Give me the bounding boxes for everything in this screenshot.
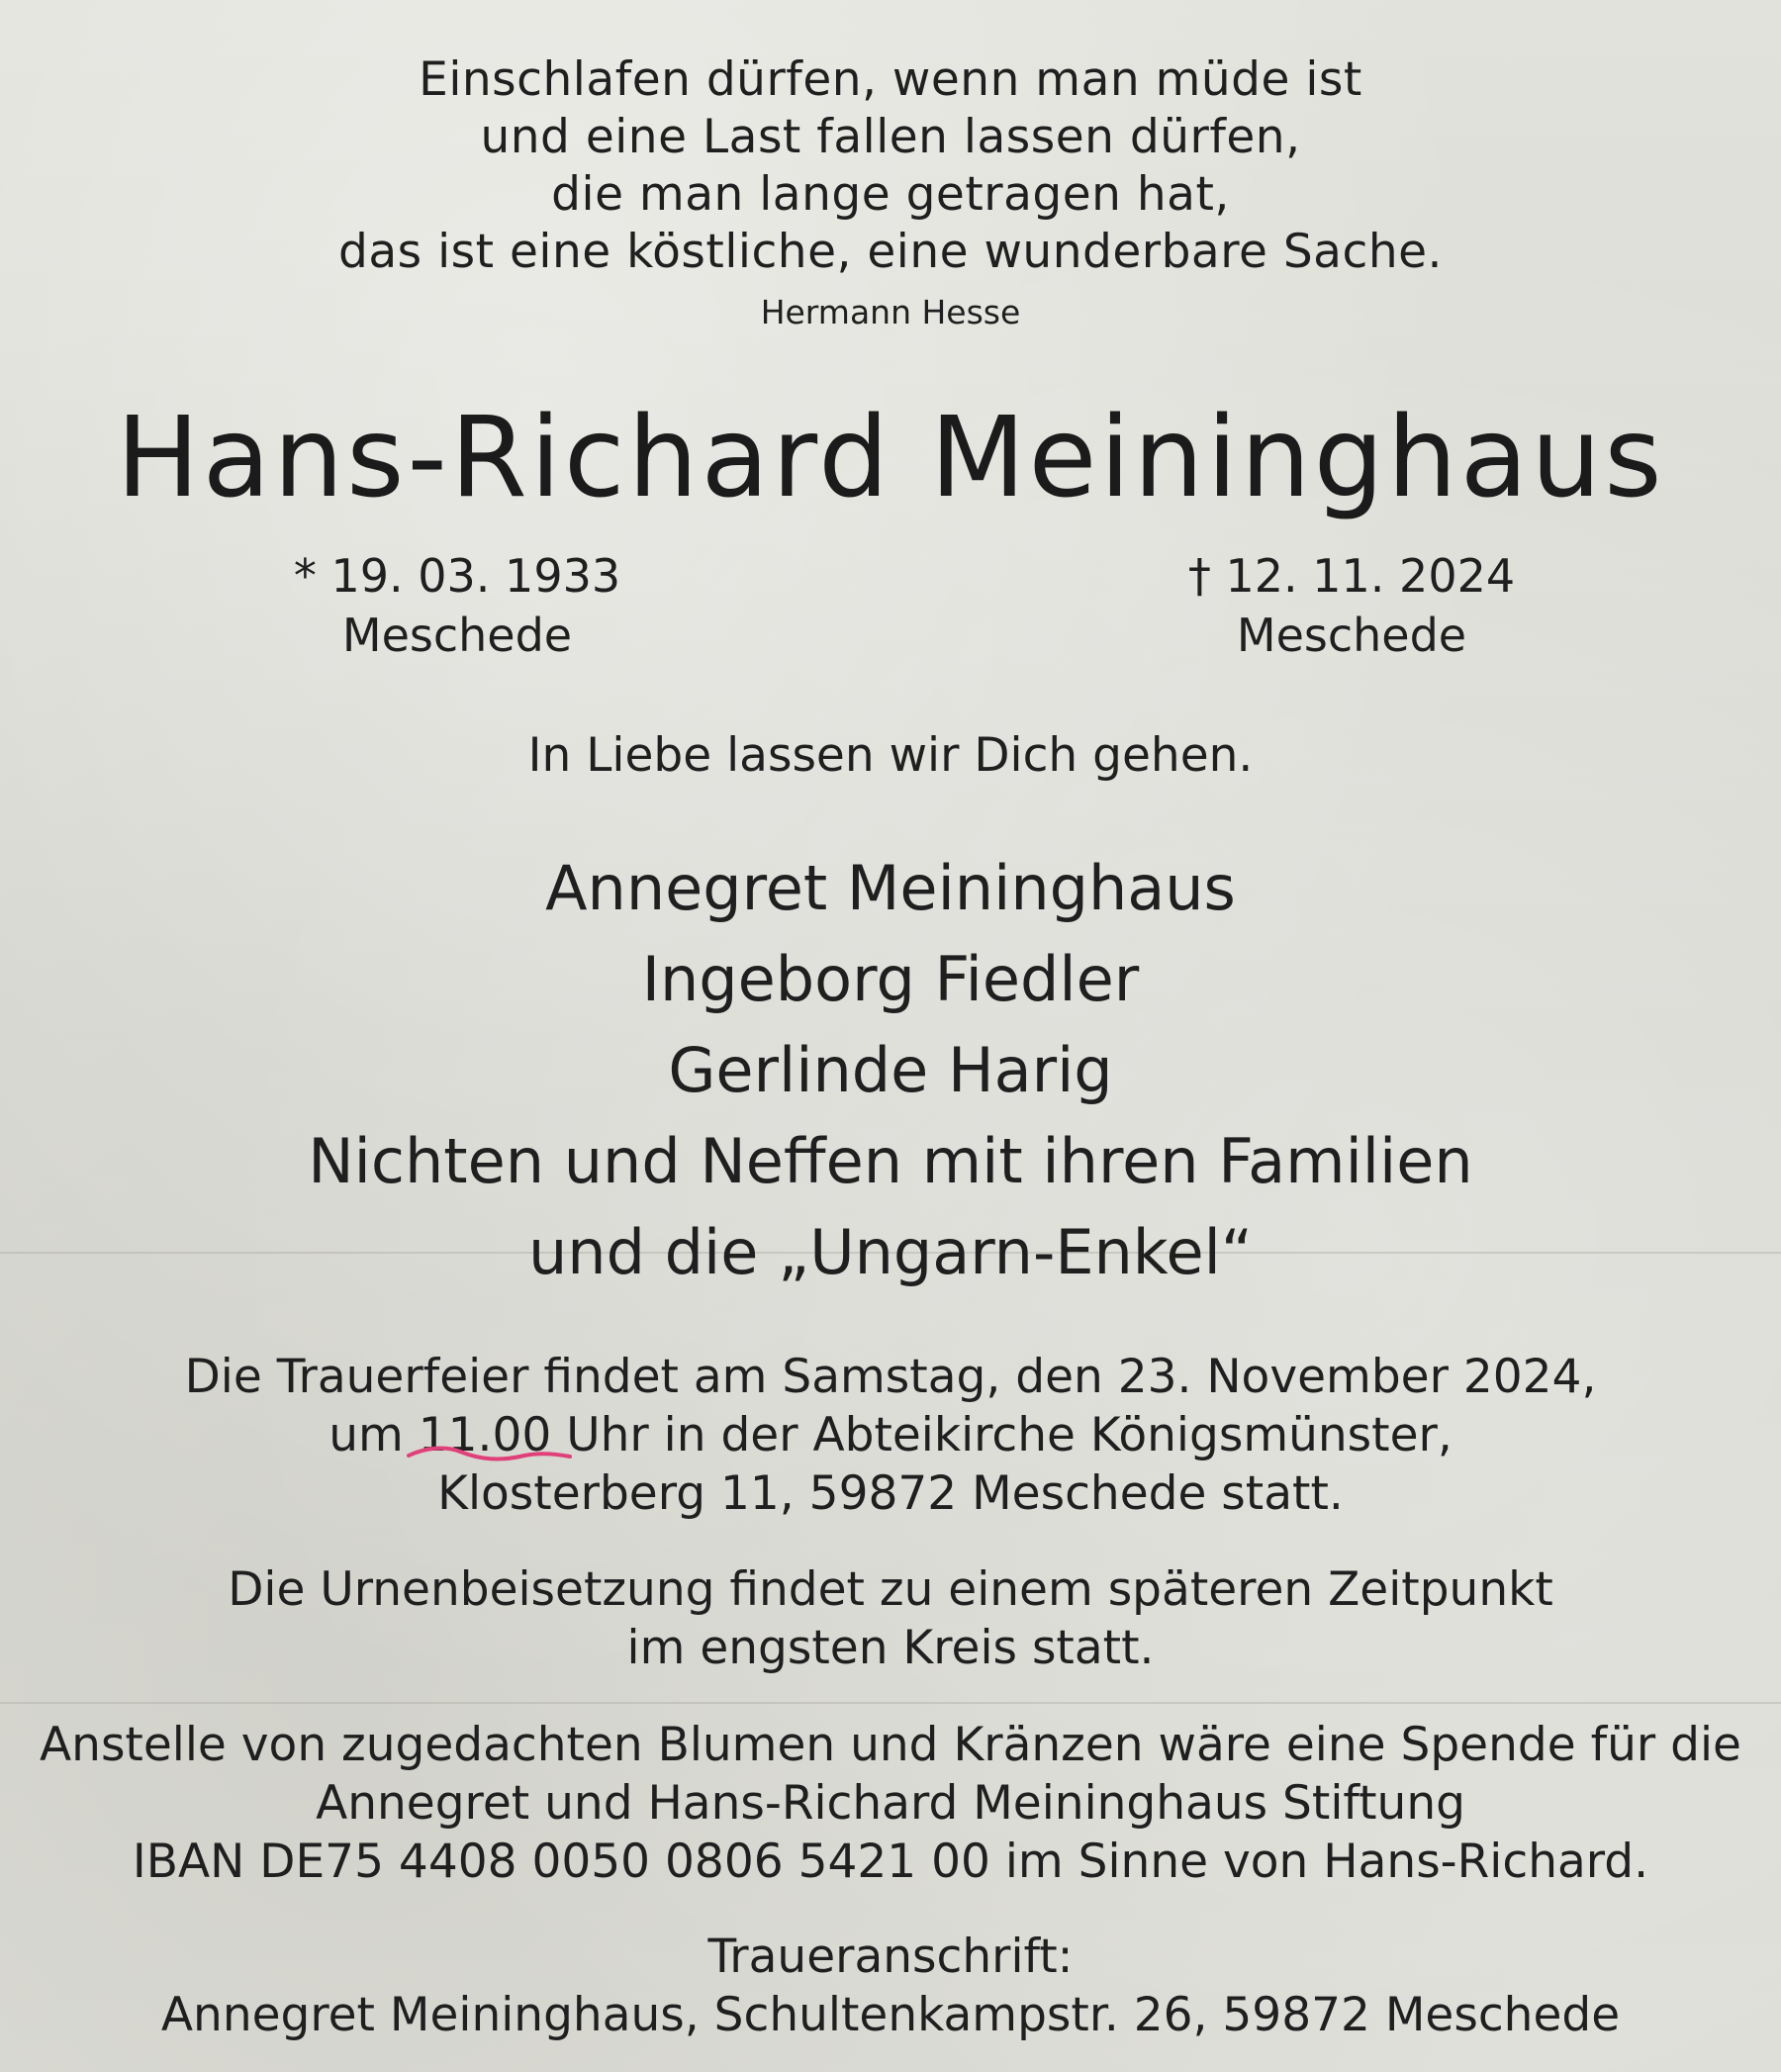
quote-line: und eine Last fallen lassen dürfen, [480, 110, 1301, 164]
service-line: Die Trauerfeier findet am Samstag, den 23. November 2024, [184, 1350, 1597, 1404]
mourner-name: Annegret Meininghaus [545, 852, 1236, 924]
service-line: Klosterberg 11, 59872 Meschede statt. [437, 1466, 1344, 1521]
pen-underline-mark [406, 1444, 574, 1465]
burial-line: im engsten Kreis statt. [626, 1621, 1155, 1675]
burial-line: Die Urnenbeisetzung findet zu einem späteren Zeitpunkt [228, 1562, 1553, 1617]
address-line: Annegret Meininghaus, Schultenkampstr. 26, 59872 Meschede [160, 1988, 1621, 2042]
donation-line: Anstelle von zugedachten Blumen und Kränzen wäre eine Spende für die [40, 1718, 1741, 1772]
farewell-text: In Liebe lassen wir Dich gehen. [527, 728, 1254, 783]
death-block [1154, 546, 1549, 665]
birth-block [259, 546, 655, 665]
deceased-name: Hans-Richard Meininghaus [116, 394, 1665, 522]
service-line: um 11.00 Uhr in der Abteikirche Königsmünster, [328, 1408, 1453, 1462]
birth-place: Meschede [341, 609, 573, 662]
address-heading: Traueranschrift: [707, 1930, 1074, 1984]
donation-line: Annegret und Hans-Richard Meininghaus Stiftung [316, 1776, 1465, 1831]
quote-line: Einschlafen dürfen, wenn man müde ist [419, 52, 1362, 107]
mourner-name: Nichten und Neffen mit ihren Familien [308, 1125, 1473, 1197]
mourner-name: Gerlinde Harig [668, 1034, 1113, 1106]
quote-author: Hermann Hesse [760, 293, 1021, 331]
death-place: Meschede [1236, 609, 1467, 662]
death-date: † 12. 11. 2024 [1187, 549, 1516, 603]
quote-line: das ist eine köstliche, eine wunderbare Sache. [338, 225, 1443, 279]
quote-line: die man lange getragen hat, [551, 167, 1230, 222]
birth-date: * 19. 03. 1933 [293, 549, 621, 603]
donation-line: IBAN DE75 4408 0050 0806 5421 00 im Sinne von Hans-Richard. [132, 1835, 1649, 1889]
paper-fold-line [0, 1702, 1781, 1704]
mourner-name: und die „Ungarn-Enkel“ [528, 1216, 1253, 1288]
mourner-name: Ingeborg Fiedler [641, 943, 1140, 1015]
